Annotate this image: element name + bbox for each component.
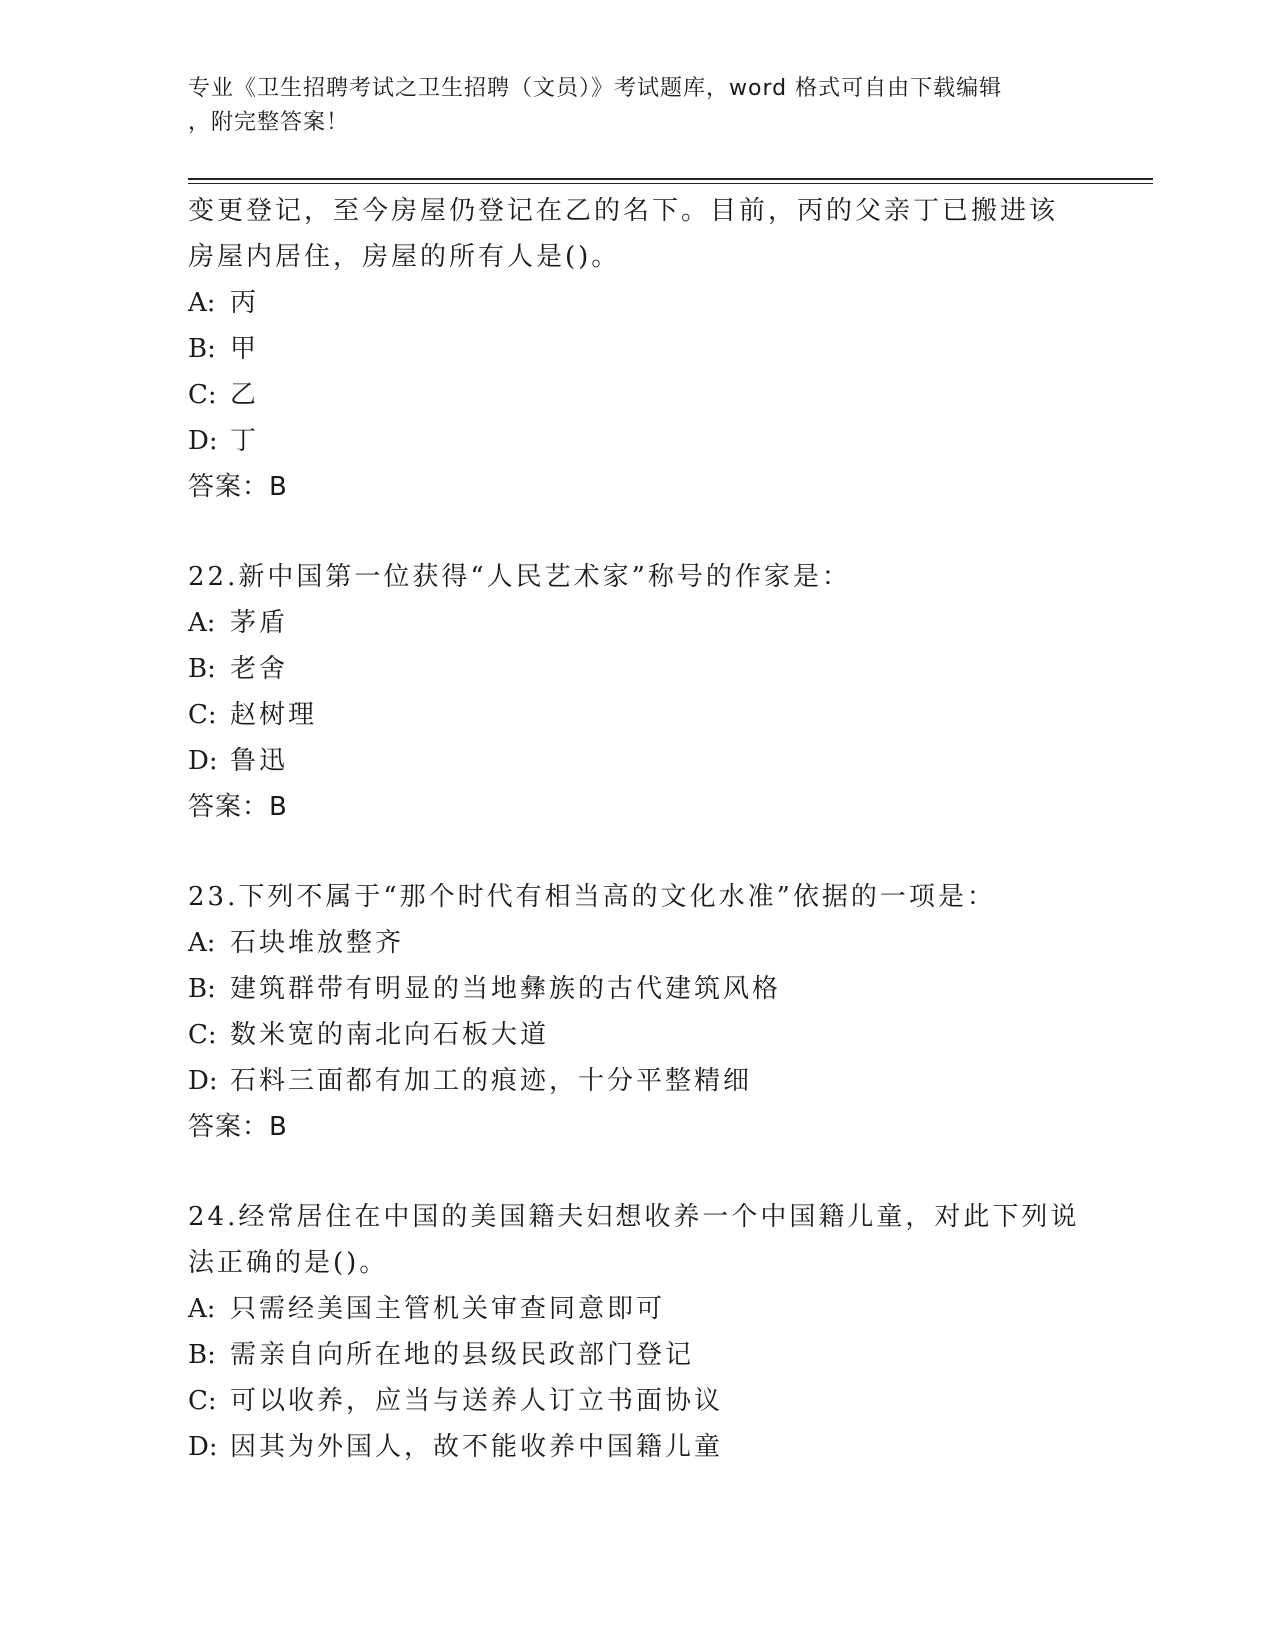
option-b xyxy=(188,966,1088,1012)
option-key: B: xyxy=(188,654,216,684)
option-b xyxy=(188,646,1088,692)
header-line-2: ，附完整答案！ xyxy=(188,110,350,135)
option-text: 需亲自向所在地的县级民政部门登记 xyxy=(230,1340,695,1370)
option-d xyxy=(188,1424,1088,1470)
option-c xyxy=(188,1012,1088,1058)
option-text: 因其为外国人，故不能收养中国籍儿童 xyxy=(230,1432,724,1462)
option-a xyxy=(188,600,1088,646)
question-stem-line: 变更登记，至今房屋仍登记在乙的名下。目前，丙的父亲丁已搬进该 xyxy=(188,196,1059,226)
question-stem-line: 23.下列不属于“那个时代有相当高的文化水准”依据的一项是： xyxy=(188,882,996,912)
option-text: 丁 xyxy=(230,426,260,456)
option-text: 石料三面都有加工的痕迹，十分平整精细 xyxy=(230,1066,753,1096)
answer-line: 答案：B xyxy=(188,472,288,502)
question-stem-line: 法正确的是()。 xyxy=(188,1248,389,1278)
option-key: D: xyxy=(188,426,218,456)
option-text: 可以收养，应当与送养人订立书面协议 xyxy=(230,1386,724,1416)
header-line-1: 专业《卫生招聘考试之卫生招聘（文员）》考试题库，word 格式可自由下载编辑 xyxy=(188,76,1003,101)
option-d xyxy=(188,738,1088,784)
option-c xyxy=(188,372,1088,418)
option-b xyxy=(188,1332,1088,1378)
question-stem-line: 24.经常居住在中国的美国籍夫妇想收养一个中国籍儿童，对此下列说 xyxy=(188,1202,1080,1232)
option-d xyxy=(188,418,1088,464)
option-key: B: xyxy=(188,1340,216,1370)
option-key: C: xyxy=(188,1020,217,1050)
option-key: A: xyxy=(188,928,216,958)
option-text: 甲 xyxy=(230,334,260,364)
option-a xyxy=(188,280,1088,326)
option-text: 乙 xyxy=(230,380,260,410)
answer-line: 答案：B xyxy=(188,1112,288,1142)
option-text: 只需经美国主管机关审查同意即可 xyxy=(230,1294,666,1324)
option-key: D: xyxy=(188,746,218,776)
option-key: C: xyxy=(188,700,217,730)
option-a xyxy=(188,920,1088,966)
question-22 xyxy=(188,554,1088,830)
option-key: B: xyxy=(188,974,216,1004)
question-24 xyxy=(188,1194,1088,1470)
question-fragment xyxy=(188,188,1088,510)
option-a xyxy=(188,1286,1088,1332)
option-key: D: xyxy=(188,1432,218,1462)
header-divider-thin xyxy=(188,183,1153,184)
question-stem-line: 房屋内居住，房屋的所有人是()。 xyxy=(188,242,621,272)
option-text: 数米宽的南北向石板大道 xyxy=(230,1020,550,1050)
page-header xyxy=(188,72,1088,140)
option-key: A: xyxy=(188,608,216,638)
answer-line: 答案：B xyxy=(188,792,288,822)
option-key: D: xyxy=(188,1066,218,1096)
option-key: A: xyxy=(188,288,216,318)
option-text: 建筑群带有明显的当地彝族的古代建筑风格 xyxy=(230,974,782,1004)
option-text: 茅盾 xyxy=(230,608,289,638)
option-text: 赵树理 xyxy=(230,700,318,730)
option-key: C: xyxy=(188,380,217,410)
question-23 xyxy=(188,874,1088,1150)
option-text: 鲁迅 xyxy=(230,746,289,776)
option-d xyxy=(188,1058,1088,1104)
option-text: 丙 xyxy=(230,288,260,318)
option-text: 石块堆放整齐 xyxy=(230,928,405,958)
option-key: A: xyxy=(188,1294,216,1324)
question-stem-line: 22.新中国第一位获得“人民艺术家”称号的作家是： xyxy=(188,562,851,592)
option-key: B: xyxy=(188,334,216,364)
option-key: C: xyxy=(188,1386,217,1416)
header-divider-thick xyxy=(188,178,1153,180)
option-b xyxy=(188,326,1088,372)
question-list xyxy=(188,188,1088,1470)
option-text: 老舍 xyxy=(230,654,289,684)
option-c xyxy=(188,692,1088,738)
option-c xyxy=(188,1378,1088,1424)
